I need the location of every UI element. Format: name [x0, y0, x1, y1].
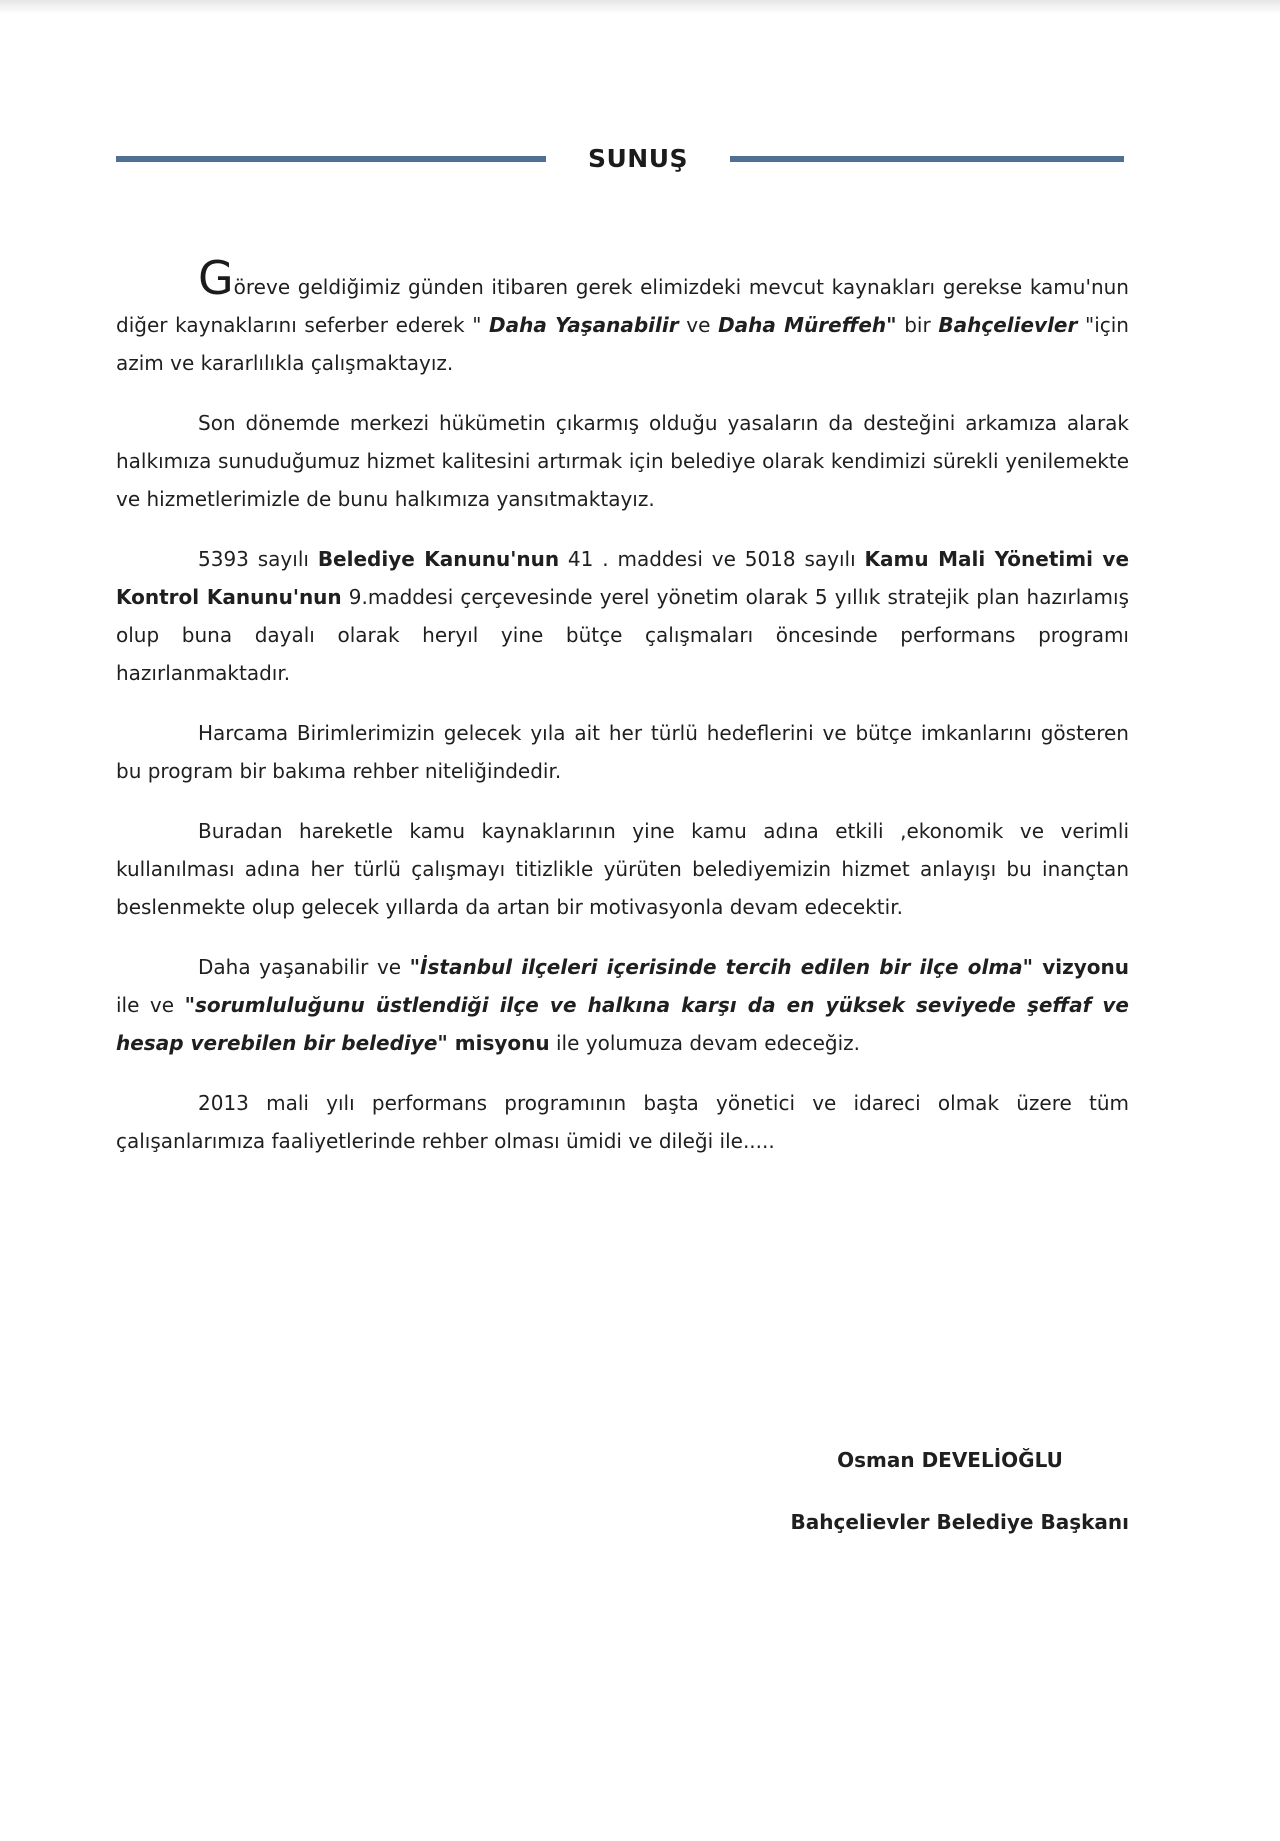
text-run: 2013 mali yılı performans programının başta yönetici ve idareci olmak üzere tüm çalışanlarımıza faaliyetlerinde rehber olması ümidi ve dileği ile..... — [116, 1091, 1129, 1153]
heading-rule-left — [116, 156, 546, 162]
drop-cap: G — [198, 251, 234, 305]
page-title: SUNUŞ — [587, 144, 689, 173]
text-run: Harcama Birimlerimizin gelecek yıla ait her türlü hedeflerini ve bütçe imkanlarını gösteren bu program bir bakıma rehber niteliğindedir. — [116, 721, 1129, 783]
emphasis-run: Daha Yaşanabilir — [489, 313, 679, 337]
text-run: Son dönemde merkezi hükümetin çıkarmış olduğu yasaların da desteğini arkamıza alarak halkımıza sunuduğumuz hizmet kalitesini artırmak için belediye olarak kendimizi sürekli yenilemekte ve hizmetlerimizle de bunu halkımıza yansıtmaktayız. — [116, 411, 1129, 511]
paragraph-7 — [116, 1084, 1129, 1160]
text-run: 9.maddesi çerçevesinde yerel yönetim olarak 5 yıllık stratejik plan hazırlamış olup buna dayalı olarak heryıl yine bütçe çalışmaları öncesinde performans programı hazırlanmaktadır. — [116, 585, 1130, 685]
paragraph-6 — [116, 948, 1129, 1062]
section-heading — [116, 140, 1124, 180]
text-run: Daha yaşanabilir ve — [198, 955, 410, 979]
page-top-edge — [0, 0, 1280, 14]
paragraph-3 — [116, 540, 1129, 692]
mission-quote: "sorumluluğunu üstlendiği ilçe ve halkına karşı da en yüksek seviyede şeffaf ve hesap verebilen bir belediye" — [116, 993, 1129, 1055]
bold-run: Kamu Mali Yönetimi ve Kontrol Kanunu'nun — [116, 547, 1130, 609]
signature-name: Osman DEVELİOĞLU — [837, 1448, 1063, 1472]
bold-run: Belediye Kanunu'nun — [317, 547, 560, 571]
text-run: Buradan hareketle kamu kaynaklarının yine kamu adına etkili ,ekonomik ve verimli kullanılması adına her türlü çalışmayı titizlikle yürüten belediyemizin hizmet anlayışı bu inançtan beslenmekte olup gelecek yıllarda da artan bir motivasyonla devam edecektir. — [116, 819, 1129, 919]
text-run: 5393 sayılı — [198, 547, 318, 571]
paragraph-1 — [116, 251, 1129, 382]
signature-title: Bahçelievler Belediye Başkanı — [790, 1510, 1129, 1534]
vision-quote: "İstanbul ilçeleri içerisinde tercih edilen bir ilçe olma" — [409, 955, 1034, 979]
text-run: "için azim ve kararlılıkla çalışmaktayız. — [116, 313, 1129, 375]
emphasis-run: Bahçelievler — [938, 313, 1078, 337]
emphasis-run: Daha Müreffeh" — [718, 313, 897, 337]
text-run: öreve geldiğimiz günden itibaren gerek elimizdeki mevcut kaynakları gerekse kamu'nun diğer kaynaklarını seferber ederek " — [116, 275, 1129, 337]
paragraph-4 — [116, 714, 1129, 790]
text-run: ve — [678, 313, 719, 337]
bold-run: vizyonu — [1033, 955, 1130, 979]
text-run: bir — [896, 313, 939, 337]
text-run: ile yolumuza devam edeceğiz. — [549, 1031, 860, 1055]
text-run: 41 . maddesi ve 5018 sayılı — [559, 547, 865, 571]
text-run: ile ve — [116, 993, 185, 1017]
paragraph-2 — [116, 404, 1129, 518]
heading-rule-right — [730, 156, 1124, 162]
body-text — [116, 251, 1130, 1182]
bold-run: misyonu — [447, 1031, 550, 1055]
paragraph-5 — [116, 812, 1129, 926]
